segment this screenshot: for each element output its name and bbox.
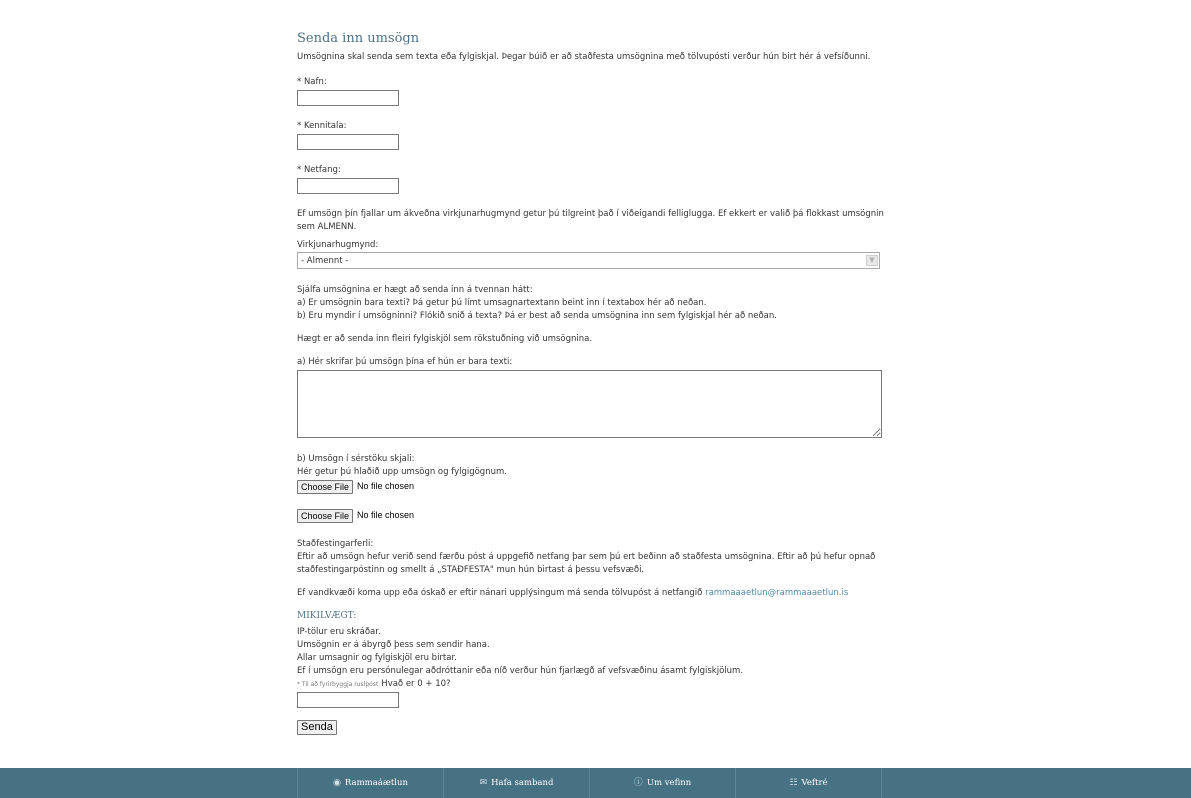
confirm-text: Eftir að umsögn hefur verið send færðu póst á uppgefið netfang þar sem þú ert beðinn að staðfesta umsögnina. Eftir að þú hefur opnað staðfestingarpóstinn og smellt á „STAÐFESTA" mun hún birtast á þessu vefsvæði. <box>297 552 876 575</box>
category-select-label: Virkjunarhugmynd: <box>297 240 379 250</box>
important-line-1: IP-tölur eru skráðar. <box>297 627 381 637</box>
captcha-input[interactable] <box>297 692 399 708</box>
captcha-question: Hvað er 0 + 10? <box>381 679 451 689</box>
email-input[interactable] <box>297 178 399 194</box>
sitemap-icon: ☷ <box>789 777 798 788</box>
footer-link-label: Hafa samband <box>491 777 554 788</box>
confirmation-info <box>297 538 887 577</box>
form-title: Senda inn umsögn <box>297 31 420 46</box>
name-label: * Nafn: <box>297 77 327 87</box>
contact-text: Ef vandkvæði koma upp eða óskað er eftir nánari upplýsingum má senda tölvupóst á netfangið <box>297 588 706 598</box>
file-submission-group <box>297 453 887 522</box>
kennitala-field-group <box>297 120 887 150</box>
email-field-group <box>297 164 887 194</box>
site-footer <box>0 768 1191 798</box>
footer-nav <box>297 768 882 798</box>
submit-button[interactable]: Senda <box>297 720 337 735</box>
multi-files-note: Hægt er að senda inn fleiri fylgiskjöl sem rökstuðning við umsögnina. <box>297 334 593 344</box>
kennitala-input[interactable] <box>297 134 399 150</box>
important-line-4: Ef í umsögn eru persónulegar aðdróttanir eða níð verður hún fjarlægð af vefsvæðinu ásamt fylgiskjölum. <box>297 666 744 676</box>
file-status: No file chosen <box>357 481 415 491</box>
captcha-hint: * Til að fyrirbyggja ruslpóst <box>297 681 379 688</box>
file-status-2: No file chosen <box>357 510 415 520</box>
choose-file-button-2[interactable]: Choose File <box>297 509 353 523</box>
footer-link-label: Veftré <box>801 777 828 788</box>
footer-link-rammaaaetlun[interactable] <box>297 768 443 798</box>
name-input[interactable] <box>297 90 399 106</box>
important-line-3: Allar umsagnir og fylgiskjöl eru birtar. <box>297 653 457 663</box>
category-info: Ef umsögn þín fjallar um ákveðna virkjunarhugmynd getur þú tilgreint það í viðeigandi felliglugga. Ef ekkert er valið þá flokkast umsögnin sem ALMENN. <box>297 209 884 232</box>
category-select-group <box>297 239 887 269</box>
confirm-title: Staðfestingarferli: <box>297 539 374 549</box>
category-select-value: - Almennt - <box>301 256 349 266</box>
choose-file-button[interactable]: Choose File <box>297 480 353 494</box>
captcha-line <box>297 678 887 691</box>
name-field-group <box>297 76 887 106</box>
category-select[interactable] <box>297 252 880 269</box>
methods-line-1: Sjálfa umsögnina er hægt að senda inn á tvennan hátt: <box>297 285 533 295</box>
text-submission-group <box>297 356 887 438</box>
file-label-2: Hér getur þú hlaðið upp umsögn og fylgigögnum. <box>297 467 507 477</box>
envelope-icon: ✉ <box>479 777 488 788</box>
contact-email-link[interactable]: rammaaaetlun@rammaaaetlun.is <box>705 588 849 598</box>
footer-link-label: Um vefinn <box>646 777 692 788</box>
methods-line-2: a) Er umsögnin bara texti? Þá getur þú límt umsagnartextann beint inn í textabox hér að neðan. <box>297 298 707 308</box>
submission-methods <box>297 284 887 323</box>
important-line-2: Umsögnin er á ábyrgð þess sem sendir hana. <box>297 640 490 650</box>
email-label: * Netfang: <box>297 165 341 175</box>
footer-link-sitemap[interactable] <box>735 768 882 798</box>
form-intro: Umsögnina skal senda sem texta eða fylgiskjal. Þegar búið er að staðfesta umsögnina með tölvupósti verður hún birt hér á vefsíðunni. <box>297 52 871 62</box>
globe-icon: ◉ <box>333 777 341 788</box>
important-title: MIKILVÆGT: <box>297 611 357 621</box>
contact-info <box>297 587 887 600</box>
file-input-2 <box>297 509 887 522</box>
footer-link-label: Rammaáætlun <box>344 777 408 788</box>
methods-line-3: b) Eru myndir í umsögninni? Flókið snið á texta? Þá er best að senda umsögnina inn sem fylgiskjal hér að neðan. <box>297 311 777 321</box>
file-input-1 <box>297 480 887 493</box>
info-icon: ⓘ <box>633 777 643 788</box>
textarea-label: a) Hér skrifar þú umsögn þína ef hún er bara texti: <box>297 357 513 367</box>
important-notice <box>297 610 887 678</box>
file-label-1: b) Umsögn í sérstöku skjali: <box>297 454 415 464</box>
submission-textarea[interactable] <box>297 370 882 438</box>
chevron-down-icon: ▼ <box>866 255 878 266</box>
footer-link-about[interactable] <box>589 768 735 798</box>
captcha-group <box>297 678 887 708</box>
kennitala-label: * Kennitala: <box>297 121 347 131</box>
footer-link-contact[interactable] <box>443 768 589 798</box>
submission-form <box>297 30 887 735</box>
